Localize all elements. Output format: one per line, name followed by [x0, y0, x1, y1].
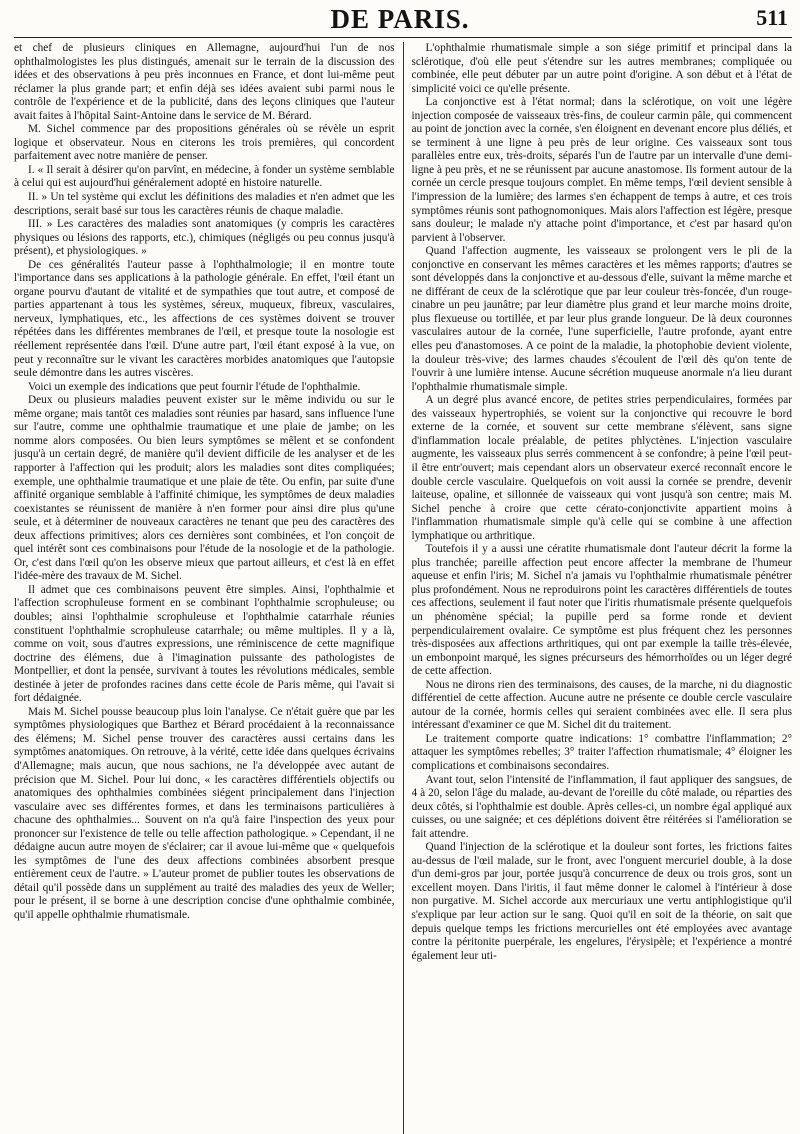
- paragraph: Quand l'affection augmente, les vaisseaux se prolongent vers le pli de la conjonctive en conservant les mêmes caractères et les mêmes rapports; d'autres se sont développés dans la conjonctive et au-dessous d'elle, suivant la même marche et ne différant de ceux de la sclérotique que par leur couleur très-foncée, d'un rouge-cinabre un peu jaunâtre; par leur diamètre plus grand et leur marche moins droite, plus flexueuse ou tortillée, et par leur plus grande longueur. De là deux couronnes vasculaires autour de la cornée, l'une superficielle, l'autre profonde, ayant entre elles peu d'anastomoses. A ce point de la maladie, la photophobie devient violente, la douleur très-vive; des larmes chaudes s'écoulent de l'œil dès qu'on tente de l'ouvrir à une lumière intense. Aucune sécrétion muqueuse anormale n'a lieu durant l'ophthalmie rhumatismale simple.: [411, 245, 792, 393]
- paragraph: M. Sichel commence par des propositions générales où se révèle un esprit logique et observateur. Nous en citerons les trois premières, qui concordent parfaitement avec notre manière de penser.: [14, 123, 395, 163]
- paragraph: De ces généralités l'auteur passe à l'ophthalmologie; il en montre toute l'importance dans ses applications à la pathologie générale. En effet, l'œil étant un organe pourvu d'autant de vitalité et de sympathies que tout autre, et composé de parties appartenant à tous les systèmes, séreux, muqueux, fibreux, vasculaires, nerveux, lymphatiques, etc., les affections de ces systèmes doivent se trouver répétées dans les différentes membranes de l'œil, et presque toute la nosologie est réellement représentée dans l'œil. D'une autre part, l'œil étant exposé à la vue, on peut y reconnaître sur le vivant les caractères morbides anatomiques que l'autopsie seule démontre dans les autres viscères.: [14, 258, 395, 380]
- text-columns: [14, 42, 792, 1134]
- paragraph: Avant tout, selon l'intensité de l'inflammation, il faut appliquer des sangsues, de 4 à 20, selon l'âge du malade, au-devant de l'oreille du côté malade, ou réparties des deux côtés, si l'ophthalmie est double. Après celles-ci, un nombre égal appliqué aux cuisses, ou une saignée; et ces déplétions doivent être réitérées si l'amélioration se fait attendre.: [411, 773, 792, 840]
- paragraph: II. » Un tel système qui exclut les définitions des maladies et n'en admet que les descriptions, serait basé sur tous les caractères réunis de chaque maladie.: [14, 191, 395, 217]
- paragraph: III. » Les caractères des maladies sont anatomiques (y compris les caractères physiques ou lésions des rapports, etc.), chimiques (négligés ou peu connus jusqu'à présent), et physiologiques. »: [14, 218, 395, 258]
- paragraph: L'ophthalmie rhumatismale simple a son siége primitif et principal dans la sclérotique, d'où elle peut s'étendre sur les autres membranes; compliquée ou combinée, elle peut débuter par un autre point d'origine. A son début et à l'état de simplicité voici ce qu'elle présente.: [411, 42, 792, 95]
- page-number: 511: [756, 5, 788, 30]
- paragraph: Mais M. Sichel pousse beaucoup plus loin l'analyse. Ce n'était guère que par les symptômes physiologiques que Barthez et Bérard procédaient à la reconnaissance des élémens; M. Sichel pense trouver des caractères aussi certains dans les symptômes anatomiques. On retrouve, à la vérité, cette idée dans quelques écrivains d'Allemagne; mais aucun, que nous sachions, ne l'a développée avec autant de précision que M. Sichel. Pour lui donc, « les caractères différentiels objectifs ou anatomiques des ophthalmies combinées siégent principalement dans l'injection vasculaire avec ses différentes formes, et dans les terminaisons particulières à chacune des ophthalmies... Souvent on n'a qu'à faire l'inspection des yeux pour prononcer sur l'existence de telle ou telle affection pathologique. » Cependant, il ne dédaigne aucun autre moyen de s'éclairer; car il avoue lui-même que « quelquefois les symptômes de l'une des deux affections combinées absorbent presque entièrement ceux de l'autre. » L'auteur promet de publier toutes les observations de détail qu'il possède dans un supplément au traité des maladies des yeux de Weller; pour le présent, il se borne à une description concise d'une ophthalmie combinée, qu'il appelle ophthalmie rhumatismale.: [14, 705, 395, 921]
- paragraph: I. « Il serait à désirer qu'on parvînt, en médecine, à fonder un système semblable à celui qui est aujourd'hui généralement adopté en histoire naturelle.: [14, 163, 395, 190]
- header-rule: [14, 37, 792, 38]
- paragraph: Toutefois il y a aussi une cératite rhumatismale dont l'auteur décrit la forme la plus tranchée; pareille affection peut encore affecter la membrane de l'humeur aqueuse et enfin l'iris; M. Sichel n'a jamais vu l'ophthalmie rhumatismale pénétrer plus profondément. Nous ne reproduirons point les caractères différentiels de toutes ces affections, seulement il faut noter que l'iritis rhumatismale présente quelquefois un phénomène spécial; la pupille perd sa forme ronde et devient perpendiculairement ovalaire. Ce symptôme est plus fréquent chez les personnes très-disposées aux affections arthritiques, qui ont par exemple la taille très-élevée, un embonpoint marqué, les signes précurseurs des hémorrhoïdes ou un léger degré de cette affection.: [411, 543, 792, 678]
- paragraph: Voici un exemple des indications que peut fournir l'étude de l'ophthalmie.: [28, 380, 361, 393]
- page-title: DE PARIS.: [330, 4, 470, 34]
- paragraph: Quand l'injection de la sclérotique et la douleur sont fortes, les frictions faites au-dessus de l'œil malade, sur le front, avec l'onguent mercuriel double, à la dose d'un demi-gros par jour, portée jusqu'à concurrence de deux ou trois gros, sont un excellent moyen. Dans l'iritis, il faut même donner le calomel à l'intérieur à dose non purgative. M. Sichel accorde aux mercuriaux une vertu antiphlogistique qu'il s'explique par leur action sur le sang. Quoi qu'il en soit de la théorie, on sait que depuis quelque temps les frictions mercurielles ont été employées avec avantage contre la péritonite puerpérale, les engelures, l'érysipèle; et l'expérience a montré également leur uti-: [411, 841, 792, 962]
- paragraph: La conjonctive est à l'état normal; dans la sclérotique, on voit une légère injection composée de vaisseaux très-fins, de couleur carmin pâle, qui commencent au point de jonction avec la cornée, s'en éloignent en devenant encore plus déliés, et se terminent à une ligne à peu près de leur origine. Ces vaisseaux sont tous parallèles entre eux, très-droits, séparés l'un de l'autre par un intervalle d'une demi-ligne à peu près, et ne se réunissent par aucune anastomose. Ils forment autour de la cornée un cercle presque toujours complet. En même temps, l'œil devient sensible à l'impression de la lumière; des larmes s'en échappent de temps à autre, et ces trois symptômes réunis sont pathognomoniques. Mais alors l'affection est légère, presque sans douleur; le malade n'y attache point d'importance, et c'est par hasard qu'on parvient à l'observer.: [411, 96, 792, 244]
- paragraph: Le traitement comporte quatre indications: 1° combattre l'inflammation; 2° attaquer les symptômes rebelles; 3° traiter l'affection rhumatismale; 4° éloigner les complications et combinaisons secondaires.: [411, 732, 792, 772]
- left-column: [14, 42, 395, 1134]
- right-column: [412, 42, 793, 1134]
- running-header: [0, 0, 800, 40]
- paragraph: et chef de plusieurs cliniques en Allemagne, aujourd'hui l'un de nos ophthalmologistes les plus distingués, amenait sur le terrain de la discussion des idées et des observations à peu près inconnues en France, et dont lui-même peut réclamer la plus grande part; et enfin déjà ses idées avaient subi parmi nous le contrôle de l'expérience et de la publicité, dans des leçons cliniques que l'auteur avait faites à l'hôpital Saint-Antoine dans le service de M. Bérard.: [14, 42, 395, 122]
- paragraph: Deux ou plusieurs maladies peuvent exister sur le même individu ou sur le même organe; mais tantôt ces maladies sont réunies par hasard, sans influence l'une sur l'autre, comme une ophthalmie traumatique et une plaie de jambe; on les nomme alors composées. Ou bien leurs symptômes se mêlent et se confondent jusqu'à un certain degré, de manière qu'il devient difficile de les analyser et de les rapporter à l'affection qui les produit; alors les maladies sont dites compliquées; exemple, une ophthalmie traumatique et une plaie de tête. Ou enfin, par suite d'une affinité organique semblable à l'affinité chimique, les symptômes de deux maladies coexistantes se réunissent de manière à n'en former pour ainsi dire plus qu'une seule, et à déterminer de nouveaux caractères ne tenant que peu des caractères des deux affections primitives; alors ces dernières sont combinées, et l'on conçoit de quel intérêt sont ces combinaisons pour l'étude de la nosologie et de la pathologie. Or, c'est dans l'œil qu'on les observe mieux que partout ailleurs, et c'est là en effet l'idée-mère des travaux de M. Sichel.: [14, 394, 395, 583]
- paragraph: Il admet que ces combinaisons peuvent être simples. Ainsi, l'ophthalmie et l'affection scrophuleuse forment en se combinant l'ophthalmie scrophuleuse; ou doubles; ainsi l'ophthalmie scrophuleuse et l'ophthalmie catarrhale réunies constituent l'ophthalmie scrophuleuse catarrhale; ou même multiples. Il y a là, comme on voit, sous d'autres expressions, une réminiscence de cette magnifique doctrine des élémens, due à l'imagination puissante des pathologistes de Montpellier, et dont la pensée, survivant à toutes les révolutions médicales, semble destinée à jeter de profondes racines dans cette école de Paris même, qui l'avait si fort dédaignée.: [14, 583, 395, 705]
- paragraph: Nous ne dirons rien des terminaisons, des causes, de la marche, ni du diagnostic différentiel de cette affection. Aucune autre ne présente ce double cercle vasculaire autour de la cornée, hormis celles qui seraient combinées avec elle. Il sera plus intéressant d'examiner ce que M. Sichel dit du traitement.: [411, 678, 792, 732]
- column-divider: [403, 42, 404, 1134]
- paragraph: A un degré plus avancé encore, de petites stries perpendiculaires, formées par des vaisseaux hypertrophiés, se voient sur la conjonctive qui recouvre le bord externe de la cornée, et souvent sur cette membrane s'élèvent, sans signe d'inflammation locale préalable, de petites phlyctènes. L'injection vasculaire augmente, les vaisseaux plus serrés commencent à se confondre; à peine l'œil peut-il être entr'ouvert; mais cependant alors un observateur exercé reconnaît encore le double cercle vasculaire. Quelquefois on voit aussi la cornée se prendre, devenir laiteuse, opaline, et sillonnée de vaisseaux qui vont jusqu'à son centre; mais M. Sichel penche à croire que cette cérato-conjonctivite appartient moins à l'inflammation rhumatismale simple qu'à celle qui se combine à une affection lymphatique ou arthritique.: [411, 394, 792, 542]
